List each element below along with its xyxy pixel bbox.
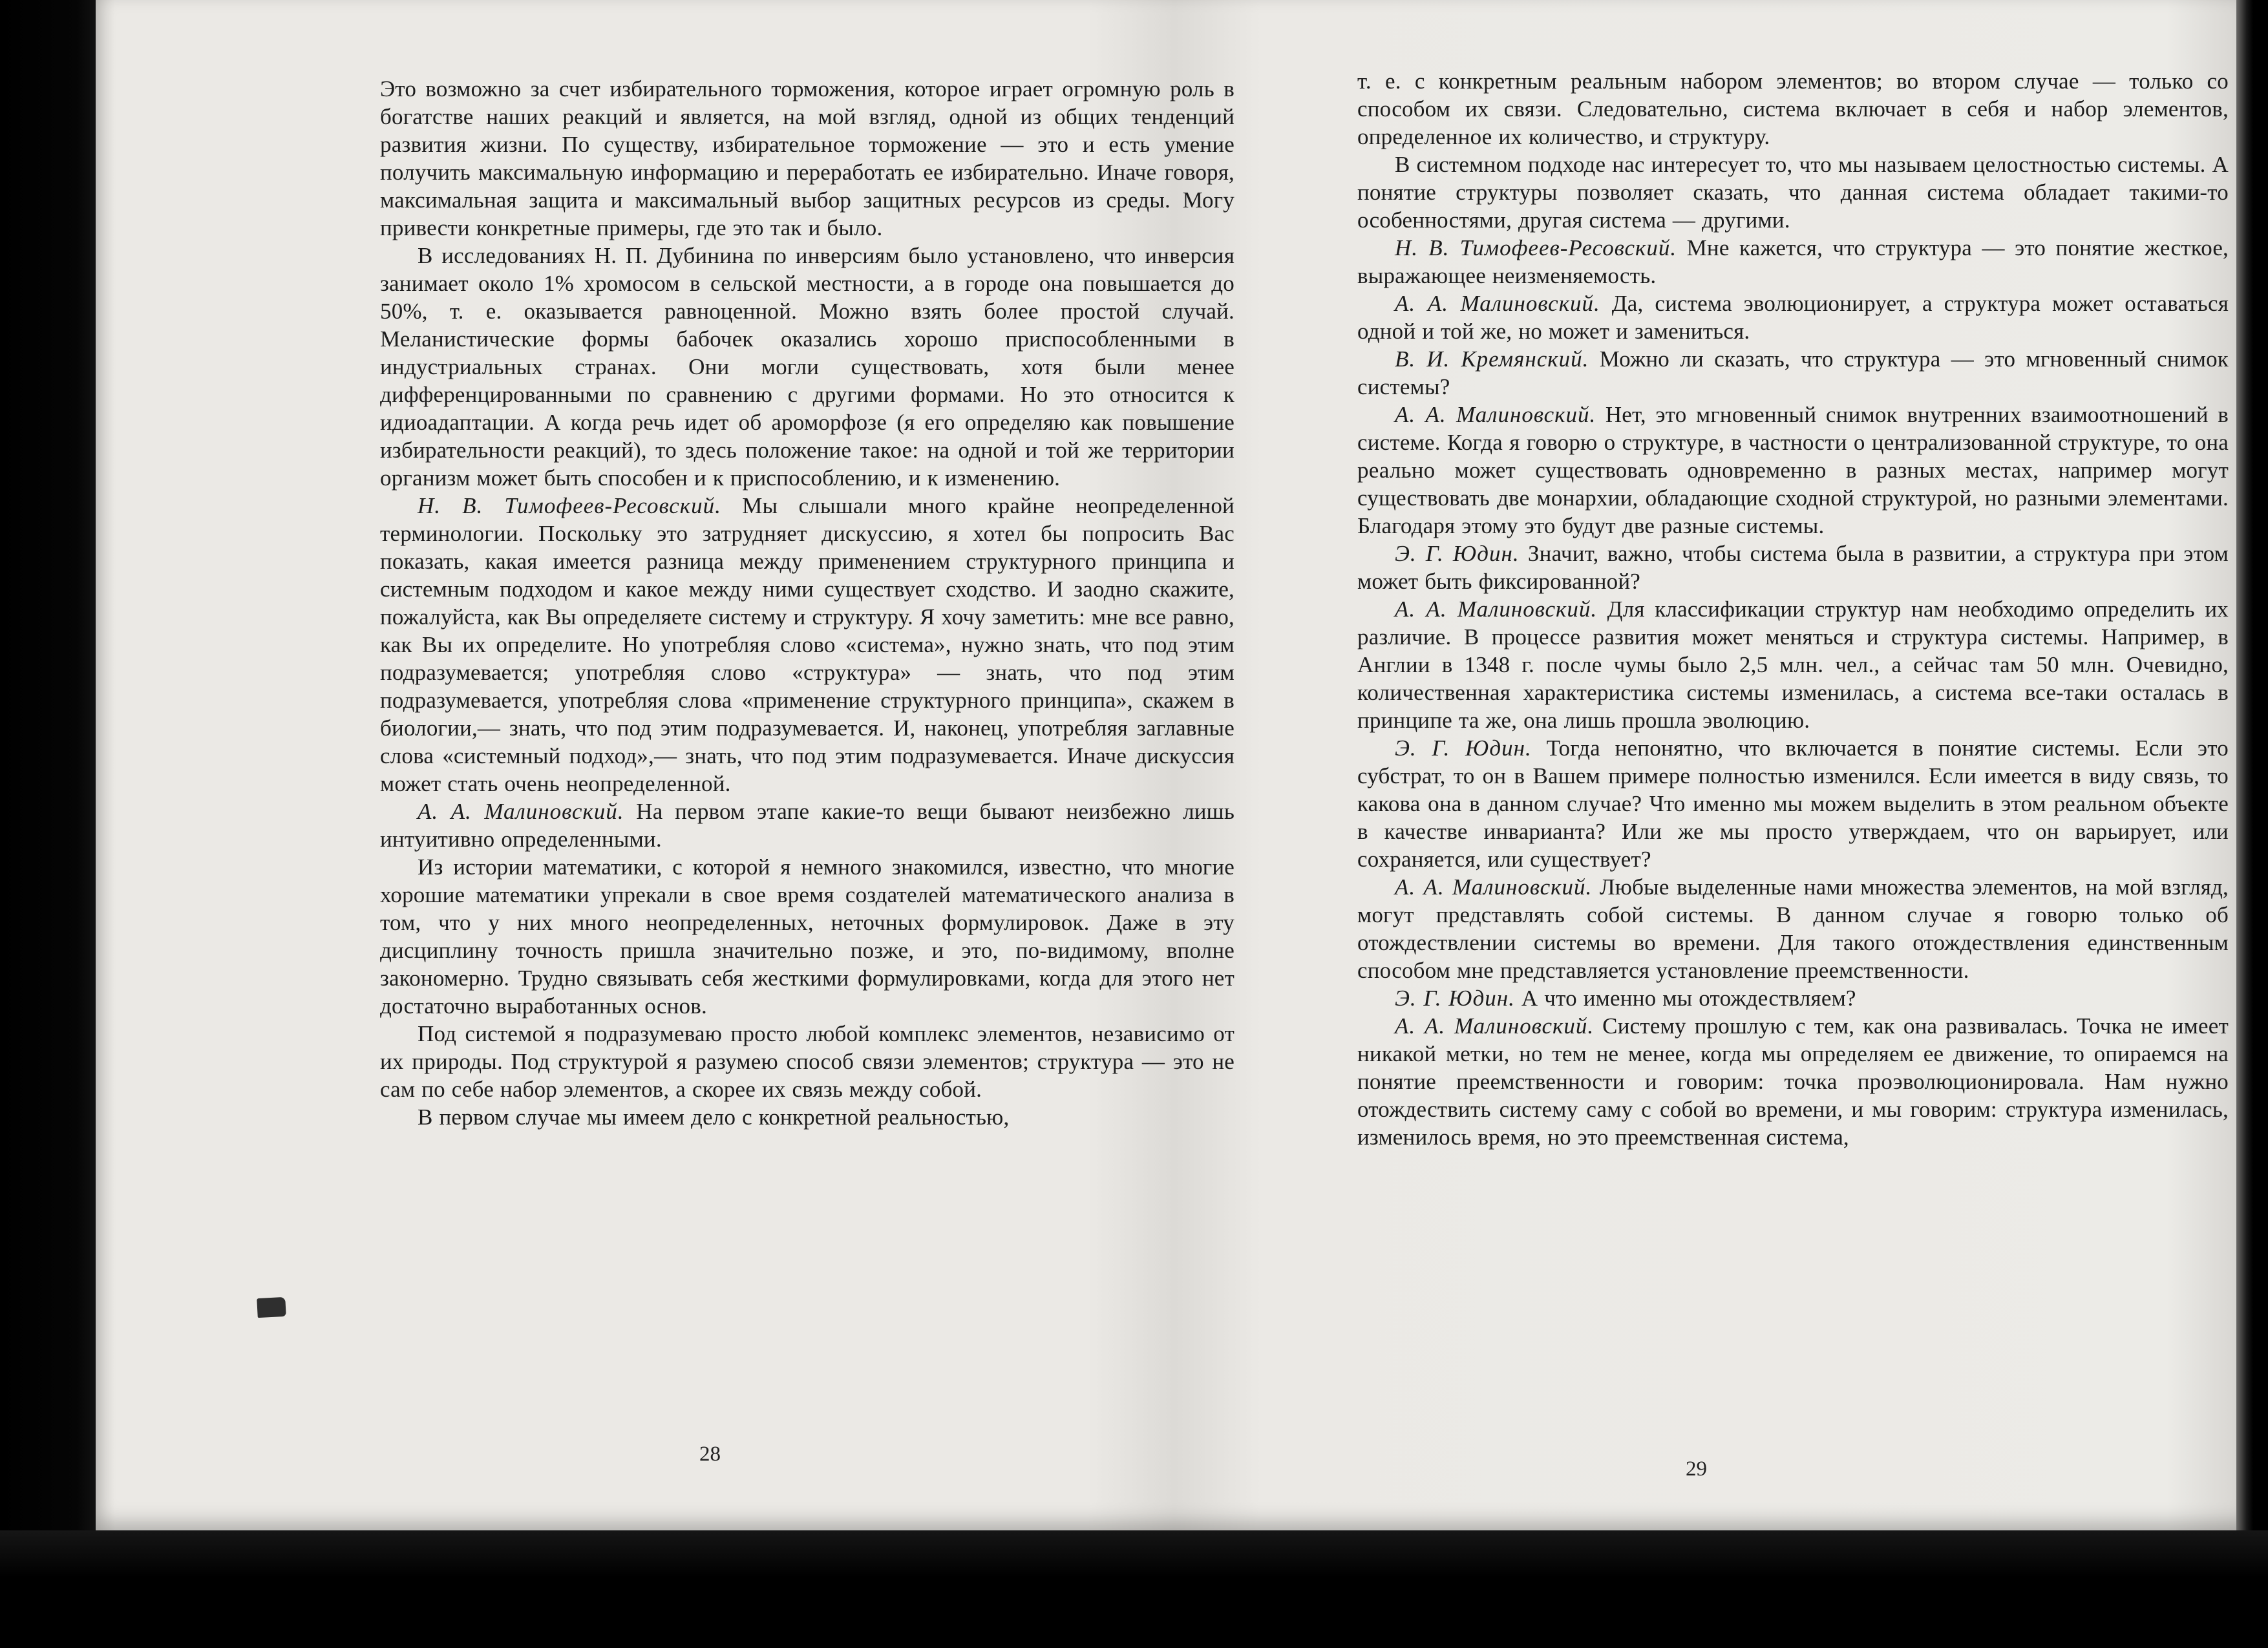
scanner-bed-left-margin: [0, 0, 96, 1648]
paragraph-text: В исследованиях Н. П. Дубинина по инверсиям было установлено, что инверсия занимает около 1% хромосом в сельской местности, а в городе она повышается до 50%, т. е. оказывается равноценной. Можно взять более простой случай. Меланистические формы бабочек оказались хорошо приспособленными в индустриальных странах. Они могли существовать, хотя были менее дифференцированными по сравнению с другими формами. Но это относится к идиоадаптации. А когда речь идет об ароморфозе (я его определяю как повышение избирательности реакций), то здесь положение такое: на одной и той же территории организм может быть способен и к приспособлению, и к изменению.: [380, 243, 1235, 491]
paragraph-text: В системном подходе нас интересует то, что мы называем целостностью системы. А понятие структуры позволяет сказать, что данная система обладает такими-то особенностями, другая система — другими.: [1357, 152, 2229, 233]
paragraph-text: т. е. с конкретным реальным набором элементов; во втором случае — только со способом их связи. Следовательно, система включает в себя и набор элементов, определенное их количество, и структуру.: [1357, 69, 2229, 149]
speaker-name: Н. В. Тимофеев-Ресовский.: [1395, 235, 1677, 260]
speaker-name: В. И. Кремянский.: [1395, 346, 1589, 372]
left-page-text-column: [380, 75, 1235, 1131]
ink-smudge-mark: [257, 1297, 286, 1318]
paragraph: [380, 853, 1235, 1020]
speaker-name: А. А. Малиновский.: [1395, 597, 1598, 622]
paragraph: [380, 1103, 1235, 1131]
paragraph: [1357, 540, 2229, 595]
paragraph-text: Для классификации структур нам необходимо определить их различие. В процессе развития может меняться и структура системы. Например, в Англии в 1348 г. после чумы было 2,5 млн. чел., а сейчас там 50 млн. Очевидно, количественная характеристика системы изменилась, а система все-таки осталась в принципе та же, она лишь прошла эволюцию.: [1357, 597, 2229, 733]
paragraph-text: Систему прошлую с тем, как она развивалась. Точка не имеет никакой метки, но тем не менее, когда мы определяем ее движение, то опираемся на понятие преемственности и говорим: точка проэволюционировала. Нам нужно отождествить систему саму с собой во времени, и мы говорим: структура изменилась, изменилось время, но это преемственная система,: [1357, 1013, 2229, 1150]
page-number-right: 29: [1686, 1457, 1707, 1481]
paragraph: [1357, 290, 2229, 345]
paragraph: [1357, 734, 2229, 873]
speaker-name: А. А. Малиновский.: [1395, 874, 1593, 900]
paragraph-text: На первом этапе какие-то вещи бывают неизбежно лишь интуитивно определенными.: [380, 799, 1235, 852]
speaker-name: А. А. Малиновский.: [1395, 291, 1600, 316]
paragraph: [1357, 67, 2229, 151]
page-number-left: 28: [699, 1442, 721, 1466]
paragraph-text: Любые выделенные нами множества элементов, на мой взгляд, могут представлять собой системы. В данном случае я говорю только об отождествлении системы во времени. Для такого отождествления единственным способом мне представляется установление преемственности.: [1357, 874, 2229, 983]
paragraph-text: Значит, важно, чтобы система была в развитии, а структура при этом может быть фиксированной?: [1357, 541, 2229, 594]
paragraph: [380, 75, 1235, 242]
paragraph-text: Можно ли сказать, что структура — это мгновенный снимок системы?: [1357, 346, 2229, 399]
paragraph: [380, 1020, 1235, 1103]
paragraph-text: Из истории математики, с которой я немного знакомился, известно, что многие хорошие математики упрекали в свое время создателей математического анализа в том, что у них много неопределенных, неточных формулировок. Даже в эту дисциплину точность пришла значительно позже, и это, по-видимому, вполне закономерно. Трудно связывать себя жесткими формулировками, когда для этого нет достаточно выработанных основ.: [380, 854, 1235, 1019]
speaker-name: Э. Г. Юдин.: [1395, 541, 1520, 566]
paragraph: [1357, 595, 2229, 734]
paragraph: [1357, 873, 2229, 984]
paragraph-text: Тогда непонятно, что включается в понятие системы. Если это субстрат, то он в Вашем примере полностью изменился. Если имеется в виду связь, то какова она в данном случае? Что именно мы можем выделить в этом реальном объекте в качестве инварианта? Или же мы просто утверждаем, что он варьирует, или сохраняется, или существует?: [1357, 735, 2229, 872]
paragraph: [1357, 151, 2229, 234]
paragraph: [1357, 234, 2229, 290]
speaker-name: А. А. Малиновский.: [418, 799, 624, 824]
paragraph: [1357, 345, 2229, 401]
speaker-name: Э. Г. Юдин.: [1395, 986, 1515, 1011]
paragraph-text: Да, система эволюционирует, а структура может оставаться одной и той же, но может и замениться.: [1357, 291, 2229, 344]
right-page-text-column: [1357, 67, 2229, 1151]
paragraph-text: В первом случае мы имеем дело с конкретной реальностью,: [418, 1104, 1010, 1130]
paragraph: [1357, 1012, 2229, 1151]
paragraph-text: Под системой я подразумеваю просто любой комплекс элементов, независимо от их природы. Под структурой я разумею способ связи элементов; структура — это не сам по себе набор элементов, а скорее их связь между собой.: [380, 1021, 1235, 1102]
speaker-name: Н. В. Тимофеев-Ресовский.: [418, 493, 721, 518]
speaker-name: А. А. Малиновский.: [1395, 402, 1596, 427]
paragraph-text: Это возможно за счет избирательного торможения, которое играет огромную роль в богатстве наших реакций и является, на мой взгляд, одной из общих тенденций развития жизни. По существу, избирательное торможение — это и есть умение получить максимальную информацию и переработать ее избирательно. Иначе говоря, максимальная защита и максимальный выбор защитных ресурсов из среды. Могу привести конкретные примеры, где это так и было.: [380, 76, 1235, 240]
paragraph-text: Мы слышали много крайне неопределенной терминологии. Поскольку это затрудняет дискуссию, я хотел бы попросить Вас показать, какая имеется разница между применением структурного принципа и системным подходом и какое между ними существует сходство. И заодно скажите, пожалуйста, как Вы определяете систему и структуру. Я хочу заметить: мне все равно, как Вы их определите. Но употребляя слово «система», нужно знать, что под этим подразумевается; употребляя слово «структура» — знать, что под этим подразумевается, употребляя слова «применение структурного принципа», скажем в биологии,— знать, что под этим подразумевается. И, наконец, употребляя заглавные слова «системный подход»,— знать, что под этим подразумевается. Иначе дискуссия может стать очень неопределенной.: [380, 493, 1235, 796]
page-right-edge-shadow: [2236, 0, 2253, 1530]
speaker-name: А. А. Малиновский.: [1395, 1013, 1595, 1039]
paragraph: [380, 492, 1235, 798]
scanner-bed-bottom-margin: [0, 1530, 2268, 1648]
paragraph-text: Нет, это мгновенный снимок внутренних взаимоотношений в системе. Когда я говорю о структуре, в частности о централизованной структуре, то она реально может существовать одновременно в разных местах, например могут существовать две монархии, обладающие сходной структурой, но разными элементами. Благодаря этому это будут две разные системы.: [1357, 402, 2229, 538]
paragraph: [1357, 401, 2229, 540]
paragraph: [380, 798, 1235, 853]
book-page-spread: [96, 0, 2253, 1530]
paragraph-text: Мне кажется, что структура — это понятие жесткое, выражающее неизменяемость.: [1357, 235, 2229, 288]
paragraph: [380, 242, 1235, 492]
speaker-name: Э. Г. Юдин.: [1395, 735, 1532, 761]
paragraph: [1357, 984, 2229, 1012]
paragraph-text: А что именно мы отождествляем?: [1514, 986, 1856, 1011]
